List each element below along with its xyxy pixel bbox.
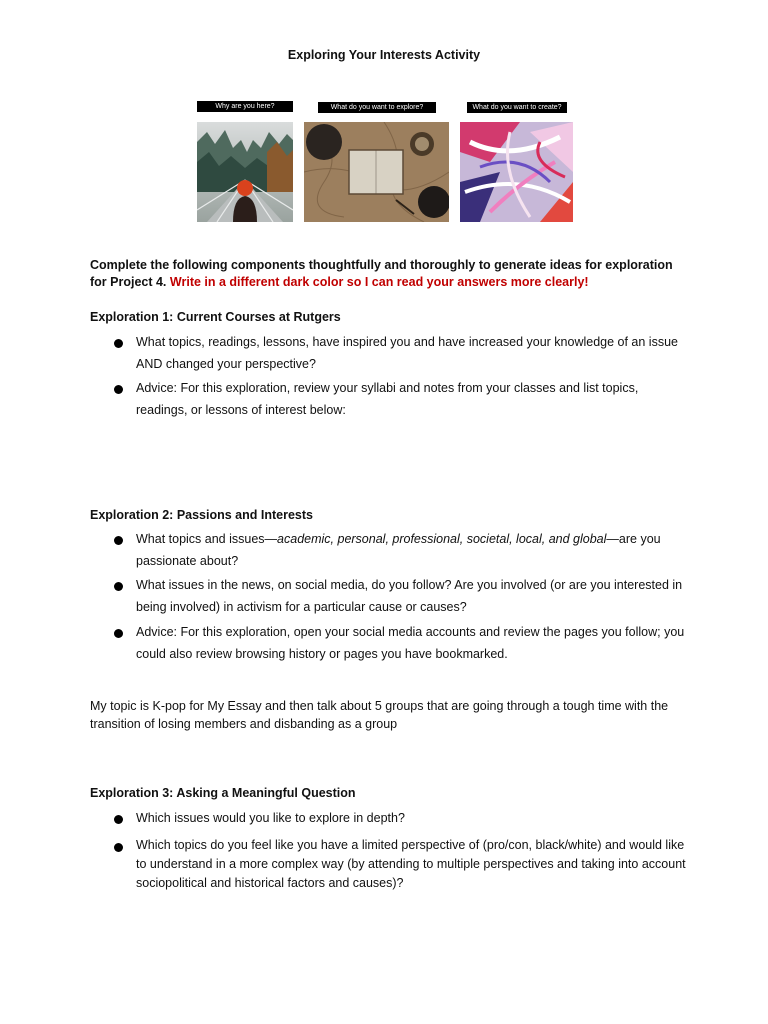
exploration-3-heading: Exploration 3: Asking a Meaningful Question [90,786,356,800]
image-caption-2: What do you want to explore? [318,102,436,113]
bullet-icon [114,536,123,545]
bullet-icon [114,629,123,638]
bridge-photo-icon [197,122,293,222]
bullet-icon [114,385,123,394]
exploration-2-heading: Exploration 2: Passions and Interests [90,508,313,522]
exploration-2-bullet-1 [136,528,691,572]
image-caption-1: Why are you here? [197,101,293,112]
bullet-icon [114,815,123,824]
intro-red-instruction: Write in a different dark color so I can read your answers more clearly! [169,275,589,289]
exploration-2-bullet-2: What issues in the news, on social media, do you follow? Are you involved (or are you interested in being involved) in activism for a particular cause or causes? [136,578,683,614]
image-caption-3: What do you want to create? [467,102,567,113]
abstract-paint-photo-icon [460,122,573,222]
exploration-1-bullet-1: What topics, readings, lessons, have inspired you and have increased your knowledge of an issue AND changed your perspective? [136,335,678,371]
exploration-1-bullet-2: Advice: For this exploration, review your syllabi and notes from your classes and list topics, readings, or lessons of interest below: [136,381,639,417]
notebook-map-photo-icon [304,122,449,222]
bullet-text-pre: What topics and issues— [136,532,278,546]
exploration-3-bullet-1: Which issues would you like to explore in depth? [136,811,405,825]
bullet-icon [114,339,123,348]
page-title: Exploring Your Interests Activity [287,48,481,62]
bullet-text-post: —are you passionate about? [136,532,661,568]
exploration-1-heading: Exploration 1: Current Courses at Rutgers [90,310,341,324]
intro-text: Complete the following components thoughtfully and thoroughly to generate ideas for exploration for Project 4. [90,258,673,289]
bullet-text-emphasis: academic, personal, professional, societal, local, and global [277,532,607,546]
student-answer: My topic is K-pop for My Essay and then talk about 5 groups that are going through a tough time with the transition of losing members and disbanding as a group [90,699,669,731]
bullet-icon [114,843,123,852]
intro-paragraph [90,257,690,291]
bullet-icon [114,582,123,591]
exploration-2-bullet-3: Advice: For this exploration, open your social media accounts and review the pages you follow; you could also review browsing history or pages you have bookmarked. [136,625,685,661]
exploration-3-bullet-2: Which topics do you feel like you have a limited perspective of (pro/con, black/white) and would like to understand in a more complex way (by attending to multiple perspectives and taking into account sociopolitical and historical factors and causes)? [136,838,686,890]
